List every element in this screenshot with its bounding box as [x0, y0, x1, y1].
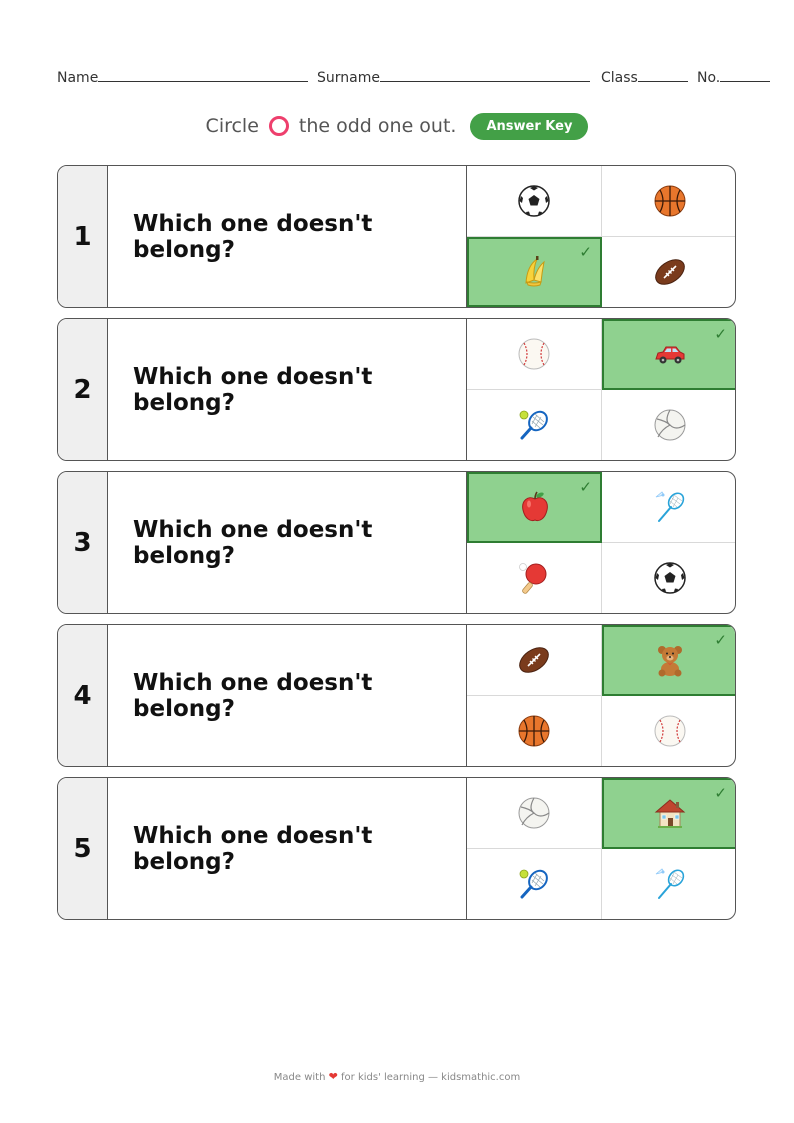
baseball-icon	[652, 713, 688, 749]
answer-option[interactable]	[467, 778, 602, 849]
question-card	[57, 318, 736, 461]
american-football-icon	[516, 642, 552, 678]
answer-grid	[466, 319, 736, 460]
badminton-icon	[652, 489, 688, 525]
tennis-icon	[516, 407, 552, 443]
check-mark-icon: ✓	[579, 242, 592, 261]
name-line[interactable]	[98, 68, 308, 82]
student-info-header	[57, 68, 773, 88]
surname-field[interactable]	[317, 68, 590, 86]
answer-option[interactable]	[467, 166, 602, 237]
car-icon	[652, 336, 688, 372]
question-card	[57, 165, 736, 308]
answer-option-correct[interactable]	[602, 625, 736, 696]
answer-option[interactable]	[602, 166, 736, 237]
question-text: Which one doesn't belong?	[133, 669, 373, 722]
question-text: Which one doesn't belong?	[133, 822, 373, 875]
tennis-icon	[516, 866, 552, 902]
answer-grid	[466, 625, 736, 766]
name-field[interactable]	[57, 68, 308, 86]
answer-option[interactable]	[602, 390, 736, 461]
american-football-icon	[652, 254, 688, 290]
answer-option[interactable]	[467, 543, 602, 614]
question-number: 5	[58, 778, 108, 919]
heart-icon: ❤	[328, 1070, 338, 1083]
number-field[interactable]	[697, 68, 770, 86]
basketball-icon	[516, 713, 552, 749]
instruction-row	[0, 110, 794, 142]
class-label: Class	[601, 70, 638, 86]
answer-option[interactable]	[467, 319, 602, 390]
footer	[0, 1070, 794, 1083]
check-mark-icon: ✓	[714, 325, 727, 343]
answer-option[interactable]	[602, 543, 736, 614]
apple-icon	[517, 489, 553, 525]
number-label: No.	[697, 70, 721, 86]
question-card	[57, 624, 736, 767]
class-line[interactable]	[638, 68, 688, 82]
baseball-icon	[516, 336, 552, 372]
answer-option[interactable]	[467, 696, 602, 767]
question-text: Which one doesn't belong?	[133, 210, 373, 263]
banana-icon	[517, 254, 553, 290]
badminton-icon	[652, 866, 688, 902]
answer-grid	[466, 472, 736, 613]
class-field[interactable]	[601, 68, 688, 86]
answer-grid	[466, 778, 736, 919]
question-number: 2	[58, 319, 108, 460]
soccer-ball-icon	[652, 560, 688, 596]
check-mark-icon: ✓	[579, 478, 592, 496]
answer-option[interactable]	[602, 237, 736, 308]
footer-text-start: Made with	[273, 1072, 326, 1083]
check-mark-icon: ✓	[714, 631, 727, 649]
surname-label: Surname	[317, 70, 380, 86]
question-text: Which one doesn't belong?	[133, 516, 373, 569]
answer-option[interactable]	[467, 849, 602, 920]
question-card	[57, 777, 736, 920]
answer-option[interactable]	[602, 472, 736, 543]
circle-ring-icon	[269, 116, 289, 136]
question-number: 4	[58, 625, 108, 766]
question-number: 1	[58, 166, 108, 307]
volleyball-icon	[652, 407, 688, 443]
instruction-text-start: Circle	[205, 115, 259, 137]
basketball-icon	[652, 183, 688, 219]
name-label: Name	[57, 70, 99, 86]
answer-option[interactable]	[467, 390, 602, 461]
volleyball-icon	[516, 795, 552, 831]
house-icon	[652, 795, 688, 831]
answer-option-correct[interactable]	[467, 237, 602, 308]
surname-line[interactable]	[380, 68, 590, 82]
instruction-text-end: the odd one out.	[298, 115, 457, 137]
answer-option-correct[interactable]	[467, 472, 602, 543]
question-card	[57, 471, 736, 614]
answer-option[interactable]	[467, 625, 602, 696]
answer-option[interactable]	[602, 849, 736, 920]
ping-pong-icon	[516, 560, 552, 596]
check-mark-icon: ✓	[714, 784, 727, 802]
teddy-bear-icon	[652, 642, 688, 678]
answer-grid	[466, 166, 736, 307]
answer-option[interactable]	[602, 696, 736, 767]
footer-text-end: for kids' learning — kidsmathic.com	[341, 1072, 521, 1083]
soccer-ball-icon	[516, 183, 552, 219]
answer-option-correct[interactable]	[602, 778, 736, 849]
answer-option-correct[interactable]	[602, 319, 736, 390]
question-text: Which one doesn't belong?	[133, 363, 373, 416]
answer-key-badge: Answer Key	[470, 113, 588, 140]
number-line[interactable]	[720, 68, 770, 82]
question-number: 3	[58, 472, 108, 613]
